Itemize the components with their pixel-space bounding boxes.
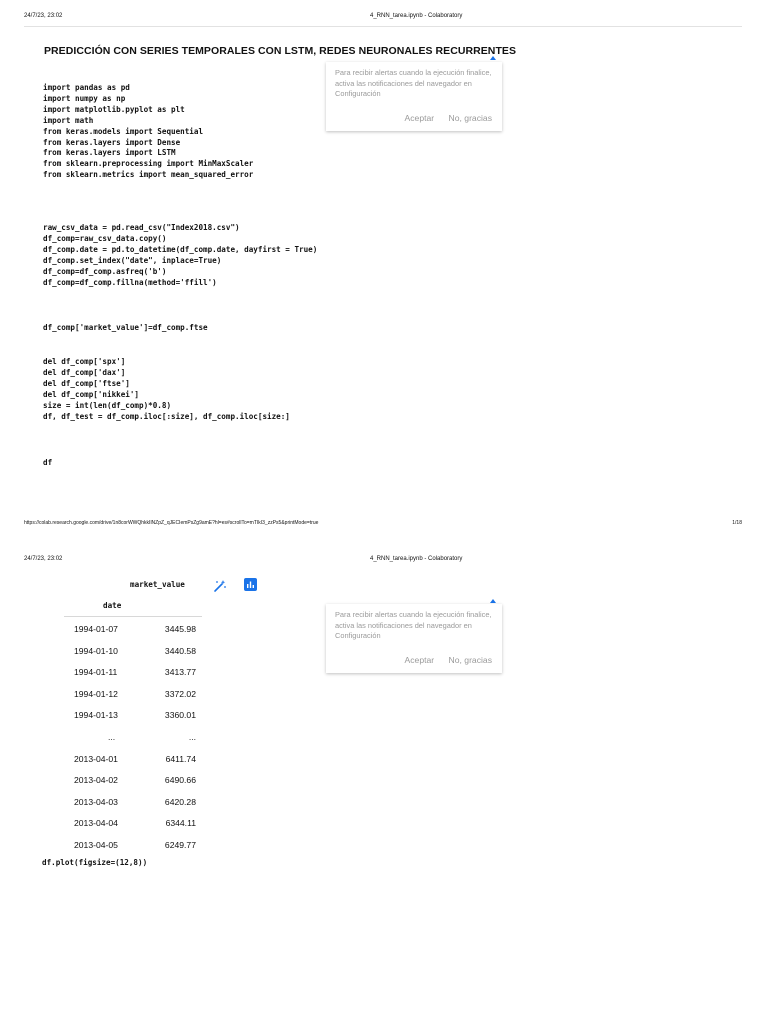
index-header: date [103, 601, 122, 610]
row-value: 3440.58 [164, 645, 196, 656]
code-cell-plot[interactable]: df.plot(figsize=(12,8)) [42, 858, 148, 867]
print-title: 4_RNN_tarea.ipynb - Colaboratory [370, 556, 463, 562]
decline-button[interactable]: No, gracias [448, 654, 492, 665]
code-cell-imports[interactable]: import pandas as pd import numpy as np import matplotlib.pyplot as plt import math from keras.models import Sequential from keras.layers import Dense from keras.layers import LSTM from sklearn.preprocessing import MinMaxScaler from sklearn.metrics import mean_squared_error [43, 83, 254, 180]
bar-chart-icon[interactable] [244, 578, 257, 591]
row-value: 6420.28 [164, 796, 196, 807]
row-value: 6344.11 [165, 818, 196, 829]
row-value: 3445.98 [164, 624, 196, 634]
table-row [64, 661, 202, 683]
row-date: 1994-01-13 [74, 710, 118, 721]
code-cell-delete-columns[interactable]: del df_comp['spx'] del df_comp['dax'] del df_comp['ftse'] del df_comp['nikkei'] size = int(len(df_comp)*0.8) df, df_test = df_comp.iloc[:size], df_comp.iloc[size:] [43, 357, 290, 421]
decline-button[interactable]: No, gracias [448, 112, 492, 123]
notification-popup [326, 62, 502, 131]
notification-message: Para recibir alertas cuando la ejecución finalice, activa las notificaciones del navegador en Configuración [335, 610, 492, 640]
row-value: 3413.77 [164, 667, 196, 678]
section-heading: PREDICCIÓN CON SERIES TEMPORALES CON LSTM, REDES NEURONALES RECURRENTES [44, 45, 517, 57]
header-divider [24, 26, 742, 27]
row-date: 2013-04-02 [74, 775, 118, 786]
row-date: 2013-04-05 [74, 840, 118, 850]
notification-message: Para recibir alertas cuando la ejecución finalice, activa las notificaciones del navegador en Configuración [335, 68, 492, 98]
accept-button[interactable]: Aceptar [404, 654, 435, 665]
row-date: 1994-01-10 [74, 645, 118, 656]
row-value: 3372.02 [164, 688, 196, 699]
code-cell-df[interactable]: df [43, 458, 53, 467]
row-date: 2013-04-04 [74, 818, 118, 829]
table-row [64, 834, 202, 856]
collapse-caret-icon[interactable] [490, 56, 496, 60]
magic-wand-icon[interactable] [213, 579, 227, 593]
table-row [64, 769, 202, 791]
row-value: 6411.74 [165, 753, 196, 764]
table-row [64, 791, 202, 813]
print-date: 24/7/23, 23:02 [24, 13, 63, 19]
row-date: 2013-04-01 [74, 753, 118, 764]
table-row [64, 726, 202, 748]
row-value: 3360.01 [164, 710, 196, 721]
print-title: 4_RNN_tarea.ipynb - Colaboratory [370, 13, 463, 19]
table-row [64, 748, 202, 770]
table-row [64, 704, 202, 726]
row-date: 1994-01-07 [74, 624, 118, 634]
row-value: 6490.66 [164, 775, 196, 786]
footer-page-number: 1/18 [732, 520, 742, 526]
notification-popup [326, 604, 502, 673]
collapse-caret-icon[interactable] [490, 599, 496, 603]
row-value: 6249.77 [164, 840, 196, 850]
row-date: 1994-01-11 [74, 667, 118, 678]
table-row [64, 812, 202, 834]
print-date: 24/7/23, 23:02 [24, 556, 63, 562]
table-row [64, 683, 202, 705]
code-cell-market-value[interactable]: df_comp['market_value']=df_comp.ftse [43, 323, 208, 332]
table-row [64, 640, 202, 662]
column-header: market_value [130, 580, 185, 589]
row-date: ... [108, 732, 116, 742]
row-date: 1994-01-12 [74, 688, 118, 699]
row-date: 2013-04-03 [74, 796, 118, 807]
table-divider [64, 616, 202, 617]
footer-url: https://colab.research.google.com/drive/1n8corWWQhkkIlNZpZ_qJECIemPsZg9amE?hl=es#scrollTo=mTIkI3_zzPs5&printMode=true [24, 520, 319, 526]
row-value: ... [188, 732, 196, 742]
code-cell-load-data[interactable]: raw_csv_data = pd.read_csv("Index2018.csv") df_comp=raw_csv_data.copy() df_comp.date = pd.to_datetime(df_comp.date, dayfirst = True) df_comp.set_index("date", inplace=True) df_comp=df_comp.asfreq('b') df_comp=df_comp.fillna(method='ffill') [43, 223, 318, 287]
table-row [64, 618, 202, 640]
accept-button[interactable]: Aceptar [404, 112, 435, 123]
